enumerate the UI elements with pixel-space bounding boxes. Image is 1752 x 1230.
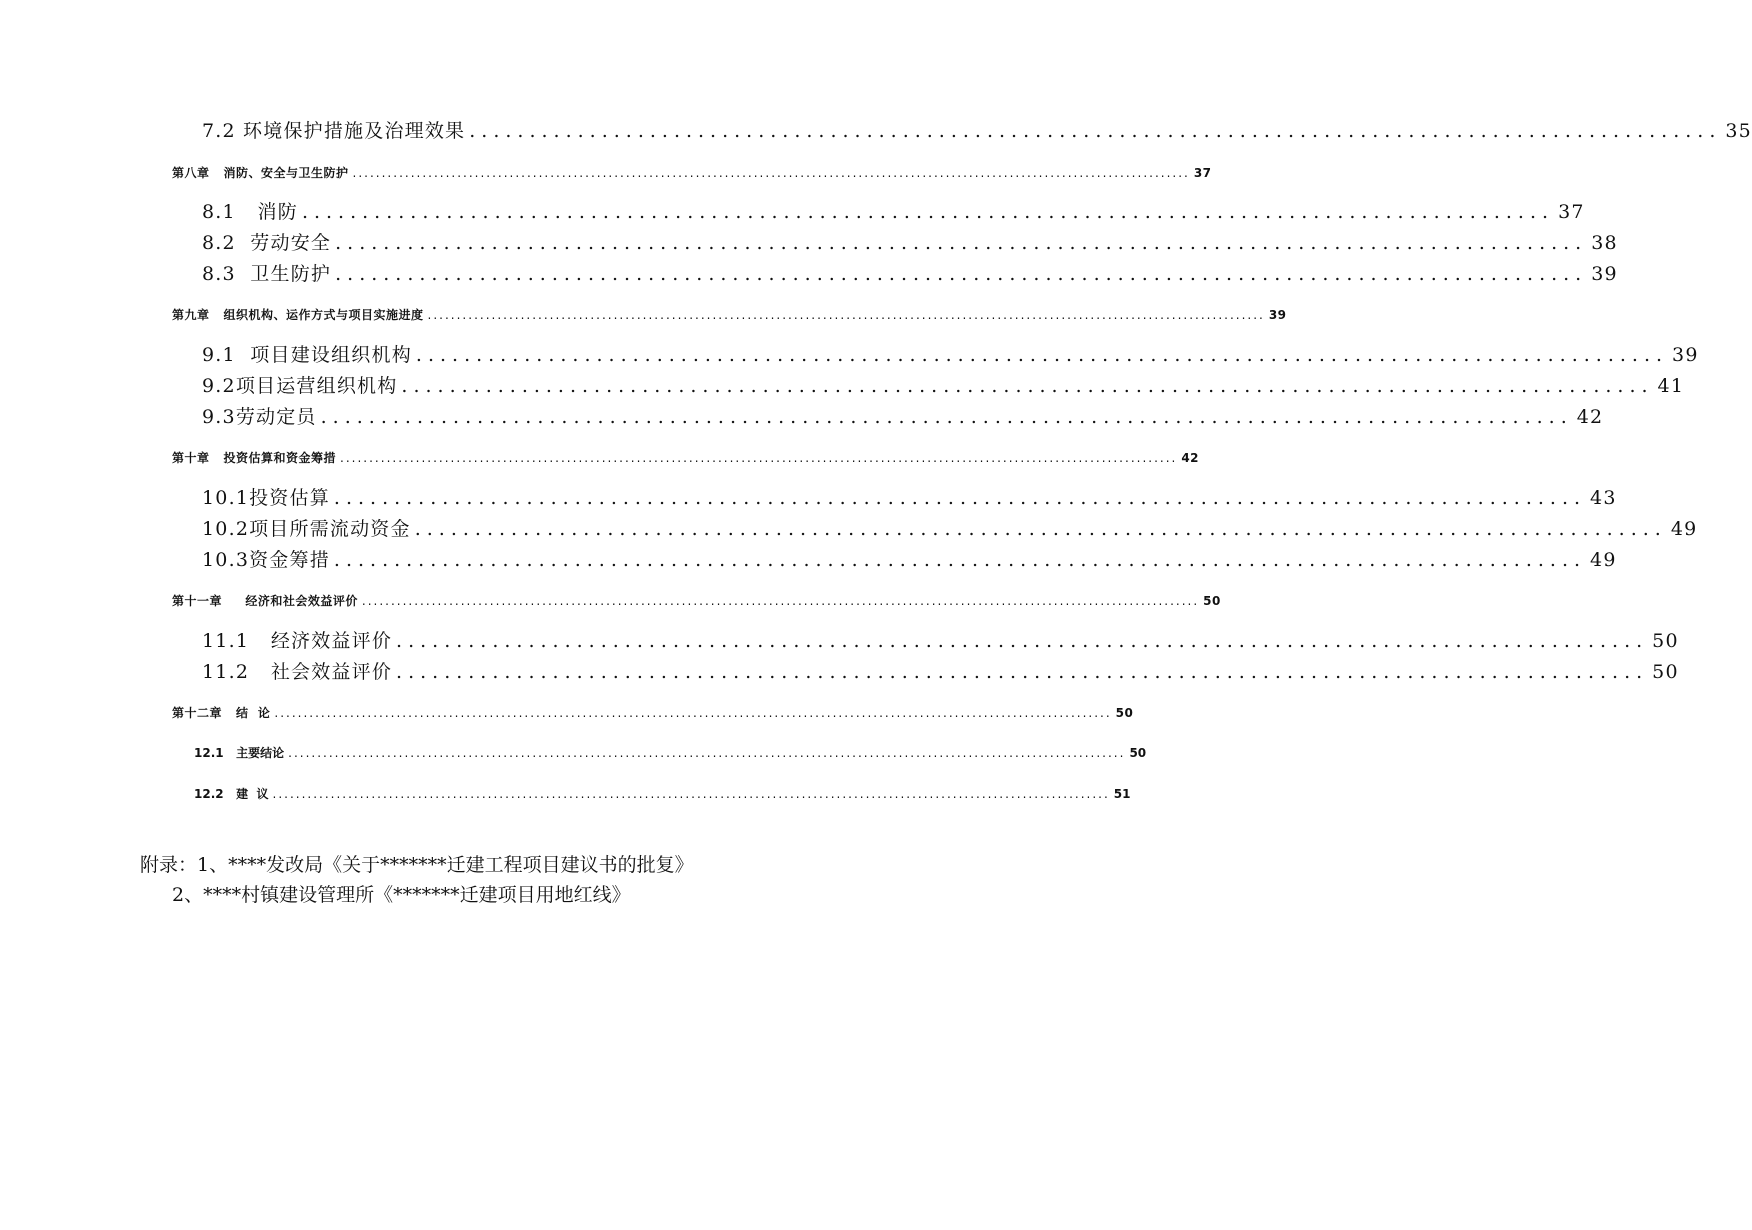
toc-entry-11-2[interactable] <box>202 657 1679 684</box>
toc-page-number: 50 <box>1203 594 1221 608</box>
toc-entry-label: 9.3劳动定员 <box>202 406 317 428</box>
toc-entry-9-3[interactable] <box>202 402 1604 429</box>
toc-chapter-9[interactable] <box>172 306 1287 323</box>
toc-leader: ........................................................................................................ <box>415 344 1669 366</box>
toc-entry-8-1[interactable] <box>202 197 1585 224</box>
toc-entry-8-3[interactable] <box>202 259 1618 286</box>
toc-leader: ................................................................................................................................................ <box>288 746 1126 760</box>
toc-page-number: 39 <box>1268 308 1287 322</box>
toc-page-number: 50 <box>1652 661 1679 683</box>
toc-page-number: 49 <box>1590 549 1617 571</box>
toc-chapter-10[interactable] <box>172 449 1200 466</box>
appendix-line-2: 2、****村镇建设管理所《*******迁建项目用地红线》 <box>172 884 631 906</box>
toc-entry-label: 12.2 建 议 <box>194 787 269 801</box>
toc-chapter-8[interactable] <box>172 164 1212 181</box>
toc-entry-label: 第十章 投资估算和资金筹措 <box>172 451 337 465</box>
toc-page-number: 49 <box>1670 518 1698 540</box>
toc-entry-label: 10.2项目所需流动资金 <box>202 518 411 540</box>
toc-entry-9-1[interactable] <box>202 340 1699 367</box>
toc-leader: ................................................................................................................................................ <box>352 166 1190 180</box>
toc-page-number: 39 <box>1672 344 1699 366</box>
toc-entry-label: 第十一章 经济和社会效益评价 <box>172 594 358 608</box>
toc-leader: ........................................................................................................ <box>469 120 1722 142</box>
toc-entry-label: 第九章 组织机构、运作方式与项目实施进度 <box>172 308 424 322</box>
toc-page-number: 41 <box>1657 375 1685 397</box>
toc-entry-label: 第八章 消防、安全与卫生防护 <box>172 166 349 180</box>
toc-page-number: 37 <box>1193 166 1212 180</box>
toc-leader: ................................................................................................................................................ <box>274 706 1112 720</box>
toc-leader: ................................................................................................................................................ <box>361 594 1200 608</box>
toc-entry-12-1[interactable] <box>194 744 1147 761</box>
toc-leader: ........................................................................................................ <box>335 232 1588 254</box>
toc-leader: ........................................................................................................ <box>335 263 1588 285</box>
toc-entry-label: 第十二章 结 论 <box>172 706 271 720</box>
toc-leader: ........................................................................................................ <box>396 661 1649 683</box>
toc-page-number: 50 <box>1129 746 1147 760</box>
toc-page-number: 42 <box>1576 406 1604 428</box>
toc-entry-label: 11.2 社会效益评价 <box>202 661 393 683</box>
toc-page-number: 38 <box>1591 232 1618 254</box>
toc-page-number: 50 <box>1652 630 1679 652</box>
toc-leader: ........................................................................................................ <box>414 518 1667 540</box>
toc-page-number: 43 <box>1590 487 1617 509</box>
toc-leader: ........................................................................................................ <box>401 375 1654 397</box>
toc-chapter-11[interactable] <box>172 592 1221 609</box>
toc-entry-label: 8.3 卫生防护 <box>202 263 332 285</box>
toc-entry-9-2[interactable] <box>202 371 1685 398</box>
toc-leader: ................................................................................................................................................ <box>272 787 1110 801</box>
toc-leader: ........................................................................................................ <box>333 549 1587 571</box>
toc-leader: ........................................................................................................ <box>333 487 1587 509</box>
toc-entry-label: 7.2 环境保护措施及治理效果 <box>202 120 466 142</box>
toc-leader: ................................................................................................................................................ <box>427 308 1265 322</box>
toc-entry-10-3[interactable] <box>202 545 1617 572</box>
toc-entry-10-2[interactable] <box>202 514 1698 541</box>
toc-leader: ........................................................................................................ <box>301 201 1555 223</box>
toc-leader: ........................................................................................................ <box>320 406 1573 428</box>
toc-entry-11-1[interactable] <box>202 626 1679 653</box>
toc-leader: ................................................................................................................................................ <box>340 451 1178 465</box>
toc-entry-label: 9.2项目运营组织机构 <box>202 375 398 397</box>
toc-leader: ........................................................................................................ <box>396 630 1649 652</box>
toc-entry-7-2[interactable] <box>202 116 1752 143</box>
toc-entry-label: 8.2 劳动安全 <box>202 232 332 254</box>
toc-entry-10-1[interactable] <box>202 483 1617 510</box>
toc-page-number: 50 <box>1115 706 1134 720</box>
toc-entry-12-2[interactable] <box>194 785 1131 802</box>
toc-page-number: 51 <box>1113 787 1131 801</box>
toc-entry-label: 10.3资金筹措 <box>202 549 330 571</box>
toc-page-number: 37 <box>1558 201 1585 223</box>
toc-chapter-12[interactable] <box>172 704 1134 721</box>
toc-page-number: 42 <box>1181 451 1200 465</box>
toc-entry-label: 9.1 项目建设组织机构 <box>202 344 412 366</box>
toc-entry-label: 10.1投资估算 <box>202 487 330 509</box>
toc-entry-label: 11.1 经济效益评价 <box>202 630 393 652</box>
toc-page-number: 39 <box>1591 263 1618 285</box>
appendix-line-1: 附录：1、****发改局《关于*******迁建工程项目建议书的批复》 <box>140 854 694 876</box>
toc-entry-label: 8.1 消防 <box>202 201 298 223</box>
toc-page-number: 35 <box>1725 120 1752 142</box>
toc-entry-8-2[interactable] <box>202 228 1618 255</box>
toc-entry-label: 12.1 主要结论 <box>194 746 285 760</box>
